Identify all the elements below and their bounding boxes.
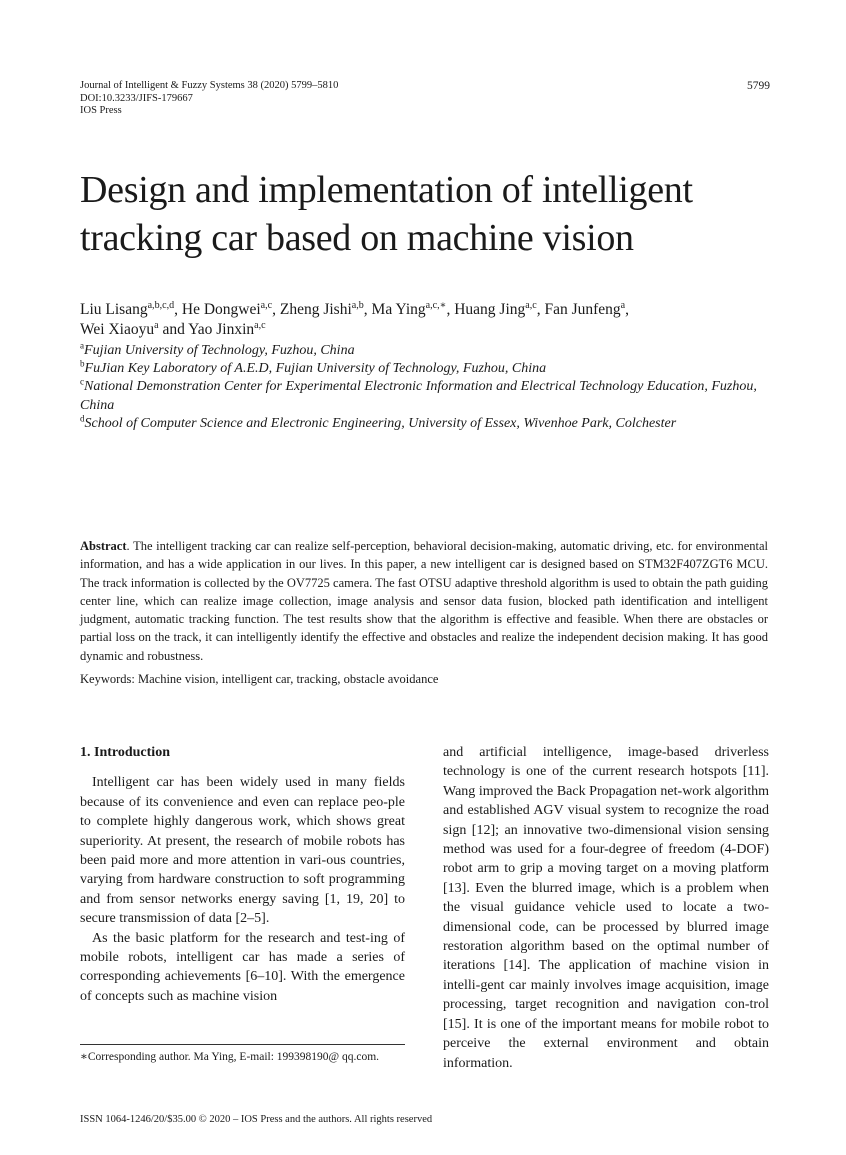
affiliations bbox=[80, 342, 780, 433]
paper-title bbox=[80, 166, 780, 262]
paragraph: Intelligent car has been widely used in many fields because of its convenience and even can replace peo-ple to complete highly dangerous work, which shows great superiority. At present, the research of mobile robots has been paid more and more attention in vari-ous countries, varying from hardware construction to soft programming and from sensor networks energy saving [1, 19, 20] to secure transmission of data [2–5]. bbox=[80, 775, 405, 927]
title-line-1: Design and implementation of intelligent bbox=[80, 169, 693, 211]
publisher: IOS Press bbox=[80, 105, 122, 117]
author-list bbox=[80, 300, 770, 340]
keywords: Keywords: Machine vision, intelligent car, tracking, obstacle avoidance bbox=[80, 672, 439, 686]
copyright-footer: ISSN 1064-1246/20/$35.00 © 2020 – IOS Press and the authors. All rights reserved bbox=[80, 1114, 433, 1125]
author: Huang Jing$^{a,c}$, bbox=[454, 299, 545, 318]
paragraph: As the basic platform for the research and test-ing of mobile robots, intelligent car has made a series of corresponding achievements [6–10]. With the emergence of concepts such as machine vision bbox=[80, 930, 405, 1004]
paragraph: and artificial intelligence, image-based driverless technology is one of the current research hotspots [11]. Wang improved the Back Propagation net-work algorithm and established AGV visual system to recognize the road sign [12]; an innovative two-dimensional vision sensing method was used for a four-degree of freedom (4-DOF) robot arm to grip a moving target on a moving platform [13]. Even the blurred image, which is a problem when the visual guidance vehicle used to locate a two-dimensional code, can be processed by blurred image restoration algorithm based on the optimal number of iterations [14]. The application of machine vision in intelli-gent car mainly involves image acquisition, image processing, target recognition and navigation con-trol [15]. It is one of the important means for mobile robot to perceive the external environment and obtain information. bbox=[443, 745, 769, 1071]
doi: DOI:10.3233/JIFS-179667 bbox=[80, 92, 193, 104]
section-heading: 1. Introduction bbox=[80, 745, 170, 760]
affiliation-d: $^d$School of Computer Science and Electronic Engineering, University of Essex, Wivenhoe Park, Colchester bbox=[80, 413, 677, 431]
left-column bbox=[80, 743, 405, 1006]
author: Zheng Jishi$^{a,b}$, bbox=[279, 299, 372, 318]
author: Liu Lisang$^{a,b,c,d}$, bbox=[80, 299, 182, 318]
author: Fan Junfeng$^a$, bbox=[544, 299, 630, 318]
abstract-label: Abstract bbox=[80, 539, 127, 553]
title-line-2: tracking car based on machine vision bbox=[80, 217, 634, 259]
affiliation-a: $^a$Fujian University of Technology, Fuzhou, China bbox=[80, 340, 355, 358]
page-number: 5799 bbox=[747, 80, 770, 92]
journal-citation: Journal of Intelligent & Fuzzy Systems 38 (2020) 5799–5810 bbox=[80, 80, 339, 91]
author: Yao Jinxin$^{a,c}$ bbox=[188, 319, 266, 338]
corresponding-author-footnote: ∗Corresponding author. Ma Ying, E-mail: 199398190@ qq.com. bbox=[80, 1051, 380, 1063]
affiliation-c: $^c$National Demonstration Center for Experimental Electronic Information and Electrical Technology Education, Fuzhou, China bbox=[80, 376, 757, 413]
right-column bbox=[443, 743, 769, 1073]
abstract bbox=[80, 537, 768, 665]
affiliation-b: $^b$FuJian Key Laboratory of A.E.D, Fujian University of Technology, Fuzhou, China bbox=[80, 358, 547, 377]
abstract-text: . The intelligent tracking car can realize self-perception, behavioral decision-making, automatic driving, etc. for environmental information, and has a wide application in our lives. In this paper, a new intelligent car is designed based on STM32F407ZGT6 MCU. The track information is collected by the OV7725 camera. The fast OTSU adaptive threshold algorithm is used to obtain the path guiding center line, which can realize image collection, image analysis and sensor data fusion, blocked path identification and intelligent judgment, automatic tracking function. The test results show that the algorithm is effective and feasible. When there are obstacles or partial loss on the track, it can intelligently identify the effective and obstacles and realize the independent decision making. It has good dynamic and robustness. bbox=[80, 539, 768, 663]
author: Wei Xiaoyu$^a$ and bbox=[80, 319, 189, 338]
author: Ma Ying$^{a,c,∗}$, bbox=[371, 299, 455, 318]
author: He Dongwei$^{a,c}$, bbox=[181, 299, 280, 318]
footnote-divider bbox=[80, 1044, 405, 1045]
running-header bbox=[80, 80, 770, 118]
